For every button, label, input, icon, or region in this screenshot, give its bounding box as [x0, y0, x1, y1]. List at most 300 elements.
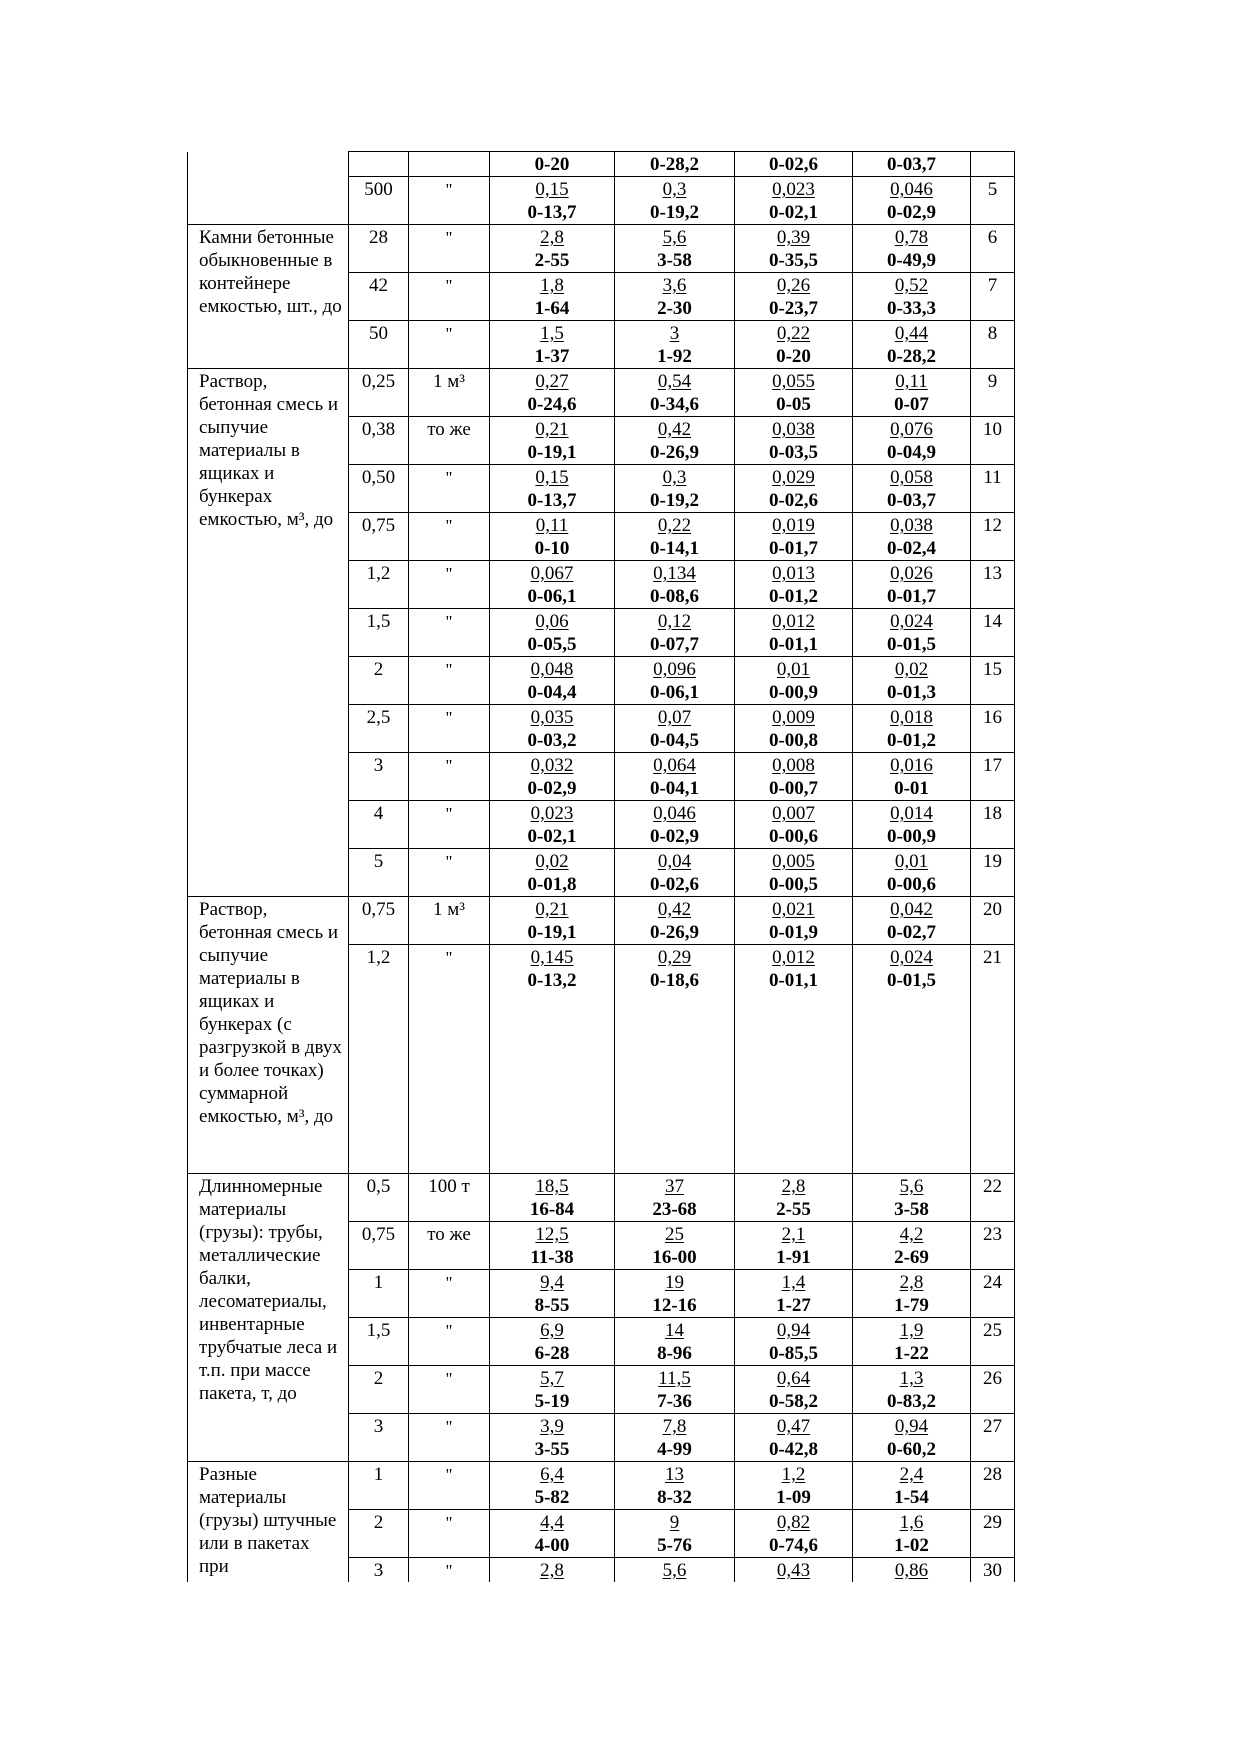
value-cell-1	[490, 1318, 615, 1366]
cost-value: 0-02,7	[886, 922, 937, 943]
value-cell-2	[615, 1222, 735, 1270]
rate-value: 4,4	[540, 1512, 564, 1533]
rate-value: 0,22	[776, 323, 811, 344]
row-number-cell: 14	[971, 609, 1015, 657]
value-cell-2	[615, 465, 735, 513]
rate-value: 0,3	[662, 467, 687, 488]
cost-value: 0-06,1	[527, 586, 577, 607]
cost-value: 0-02,6	[768, 490, 819, 511]
rate-value: 0,058	[890, 467, 933, 488]
value-cell-1	[490, 849, 615, 897]
row-number-cell: 18	[971, 801, 1015, 849]
rate-value: 1,9	[899, 1320, 924, 1341]
rate-value: 0,014	[890, 803, 933, 824]
value-cell-2	[615, 177, 735, 225]
unit-cell: то же	[409, 417, 490, 465]
cost-value: 0-19,1	[527, 442, 577, 463]
cost-value: 0-23,7	[768, 298, 819, 319]
cost-value: 8-96	[657, 1343, 692, 1364]
unit-cell: "	[409, 1318, 490, 1366]
row-number-cell: 7	[971, 273, 1015, 321]
cost-value: 0-13,2	[527, 970, 577, 991]
rate-value: 0,11	[535, 515, 569, 536]
cost-value: 0-02,1	[768, 202, 819, 223]
cost-value: 0-74,6	[768, 1535, 819, 1556]
unit-cell: 1 м³	[409, 369, 490, 417]
rate-value: 0,01	[776, 659, 811, 680]
cost-value: 0-07	[894, 394, 929, 415]
rate-value: 0,024	[890, 611, 933, 632]
value-cell-2	[615, 945, 735, 1174]
cost-value: 0-00,9	[768, 682, 819, 703]
row-number-cell: 22	[971, 1174, 1015, 1222]
value-cell-1	[490, 465, 615, 513]
value-cell-2	[615, 801, 735, 849]
capacity-cell: 5	[349, 849, 409, 897]
cost-value: 0-01,5	[886, 634, 937, 655]
row-number-cell: 25	[971, 1318, 1015, 1366]
value-cell-4	[853, 369, 971, 417]
rate-value: 0,54	[657, 371, 692, 392]
rate-value: 0,78	[894, 227, 929, 248]
unit-cell: "	[409, 177, 490, 225]
rate-value: 1,3	[899, 1368, 924, 1389]
rate-value: 0,005	[772, 851, 815, 872]
capacity-cell: 0,75	[349, 1222, 409, 1270]
rate-value: 37	[665, 1176, 684, 1197]
value-cell-1	[490, 417, 615, 465]
cost-value: 0-14,1	[649, 538, 700, 559]
rate-value: 9,4	[540, 1272, 564, 1293]
rate-value: 6,4	[540, 1464, 564, 1485]
cost-value: 0-10	[534, 538, 570, 559]
rate-value: 0,02	[894, 659, 929, 680]
cost-value: 0-02,4	[886, 538, 937, 559]
unit-cell: "	[409, 1270, 490, 1318]
value-cell-3	[735, 513, 853, 561]
cost-value: 0-60,2	[886, 1439, 937, 1460]
cost-value: 0-00,9	[886, 826, 937, 847]
value-cell-1	[490, 561, 615, 609]
cost-value: 1-09	[776, 1487, 811, 1508]
rate-value: 0,06	[535, 611, 569, 632]
row-number-cell: 23	[971, 1222, 1015, 1270]
material-group-cell	[188, 152, 349, 225]
cost-value: 2-55	[534, 250, 570, 271]
rate-value: 0,42	[657, 419, 692, 440]
rate-value: 0,02	[535, 851, 569, 872]
cost-value: 0-00,6	[886, 874, 937, 895]
value-cell-4	[853, 273, 971, 321]
cost-value: 0-01,5	[886, 970, 937, 991]
cost-value: 0-19,2	[649, 202, 700, 223]
table-row	[188, 897, 1015, 945]
value-cell-4	[853, 1270, 971, 1318]
value-cell-3	[735, 945, 853, 1174]
value-cell-4	[853, 1558, 971, 1583]
rate-value: 0,067	[530, 563, 574, 584]
rate-value: 0,008	[772, 755, 815, 776]
value-cell-3	[735, 1510, 853, 1558]
value-cell-1	[490, 945, 615, 1174]
cost-value: 0-01,7	[768, 538, 819, 559]
cost-value: 1-64	[534, 298, 570, 319]
value-cell-3	[735, 849, 853, 897]
cost-value: 2-69	[894, 1247, 929, 1268]
capacity-cell: 500	[349, 177, 409, 225]
value-cell-1	[490, 705, 615, 753]
cost-value: 0-42,8	[768, 1439, 819, 1460]
value-cell-3	[735, 369, 853, 417]
cost-value: 0-02,6	[649, 874, 700, 895]
rate-value: 0,134	[653, 563, 696, 584]
rate-value: 25	[665, 1224, 684, 1245]
value-cell-2	[615, 1174, 735, 1222]
value-cell-1	[490, 1510, 615, 1558]
rate-value: 0,024	[890, 947, 933, 968]
capacity-cell: 0,38	[349, 417, 409, 465]
capacity-cell: 1,5	[349, 1318, 409, 1366]
cost-value: 0-00,6	[768, 826, 819, 847]
cost-value: 4-00	[534, 1535, 570, 1556]
capacity-cell: 1,2	[349, 561, 409, 609]
unit-cell: то же	[409, 1222, 490, 1270]
value-cell-1	[490, 369, 615, 417]
row-number-cell: 21	[971, 945, 1015, 1174]
value-cell-2	[615, 609, 735, 657]
value-cell-2	[615, 369, 735, 417]
cost-value: 0-13,7	[527, 490, 577, 511]
cost-value: 5-19	[534, 1391, 570, 1412]
unit-cell: "	[409, 945, 490, 1174]
value-cell-4	[853, 561, 971, 609]
value-cell-4	[853, 1510, 971, 1558]
value-cell-2	[615, 1510, 735, 1558]
capacity-cell: 0,25	[349, 369, 409, 417]
cost-value: 0-49,9	[886, 250, 937, 271]
rate-value: 5,6	[662, 227, 687, 248]
material-group-cell: Раствор, бетонная смесь и сыпучие материалы в ящиках и бункерах (с разгрузкой в двух и более точках) суммарной емкостью, м³, до	[188, 897, 349, 1174]
material-group-cell: Длинномерные материалы (грузы): трубы, металлические балки, лесоматериалы, инвентарные трубчатые леса и т.п. при массе пакета, т, до	[188, 1174, 349, 1462]
rate-value: 0,035	[530, 707, 574, 728]
value-cell-1	[490, 177, 615, 225]
rate-value: 5,7	[540, 1368, 564, 1389]
rate-value: 0,046	[653, 803, 696, 824]
row-number-cell: 10	[971, 417, 1015, 465]
value-cell-1	[490, 152, 615, 177]
unit-cell: "	[409, 801, 490, 849]
cost-value: 0-04,1	[649, 778, 700, 799]
cost-value: 0-34,6	[649, 394, 700, 415]
capacity-cell: 2	[349, 657, 409, 705]
table-row	[188, 152, 1015, 177]
cost-value: 0-03,5	[768, 442, 819, 463]
value-cell-2	[615, 897, 735, 945]
row-number-cell: 27	[971, 1414, 1015, 1462]
value-cell-4	[853, 152, 971, 177]
cost-value: 3-58	[894, 1199, 929, 1220]
cost-value: 7-36	[657, 1391, 692, 1412]
rate-value: 1,2	[781, 1464, 806, 1485]
rate-value: 1,8	[540, 275, 564, 296]
cost-value: 1-92	[657, 346, 692, 367]
rate-value: 0,22	[657, 515, 692, 536]
capacity-cell: 50	[349, 321, 409, 369]
rate-value: 0,096	[653, 659, 696, 680]
row-number-cell: 30	[971, 1558, 1015, 1583]
cost-value: 0-33,3	[886, 298, 937, 319]
cost-value: 0-19,1	[527, 922, 577, 943]
rate-value: 0,038	[772, 419, 815, 440]
capacity-cell: 1,5	[349, 609, 409, 657]
rate-value: 0,021	[772, 899, 815, 920]
rate-value: 0,012	[772, 611, 815, 632]
rate-value: 0,42	[657, 899, 692, 920]
cost-value: 8-32	[657, 1487, 692, 1508]
value-cell-1	[490, 897, 615, 945]
value-cell-2	[615, 513, 735, 561]
row-number-cell: 13	[971, 561, 1015, 609]
rate-value: 0,019	[772, 515, 815, 536]
cost-value: 6-28	[534, 1343, 570, 1364]
rate-value: 0,042	[890, 899, 933, 920]
row-number-cell: 17	[971, 753, 1015, 801]
value-cell-3	[735, 753, 853, 801]
rate-value: 0,023	[772, 179, 815, 200]
rate-value: 0,01	[894, 851, 929, 872]
value-cell-3	[735, 177, 853, 225]
cost-value: 0-13,7	[527, 202, 577, 223]
cost-value: 3-58	[657, 250, 692, 271]
cost-value: 0-18,6	[649, 970, 700, 991]
unit-cell: "	[409, 657, 490, 705]
value-cell-2	[615, 1366, 735, 1414]
rate-value: 0,27	[535, 371, 569, 392]
cost-value: 1-54	[894, 1487, 929, 1508]
value-cell-4	[853, 753, 971, 801]
capacity-cell: 0,75	[349, 513, 409, 561]
capacity-cell: 4	[349, 801, 409, 849]
value-cell-1	[490, 609, 615, 657]
cost-value: 0-05,5	[527, 634, 577, 655]
rate-value: 2,8	[540, 227, 564, 248]
rate-value: 9	[669, 1512, 680, 1533]
value-cell-4	[853, 1174, 971, 1222]
value-cell-3	[735, 1174, 853, 1222]
cost-value: 1-91	[776, 1247, 811, 1268]
capacity-cell: 2	[349, 1366, 409, 1414]
rate-value: 1,4	[781, 1272, 806, 1293]
cost-value: 0-01,8	[527, 874, 577, 895]
row-number-cell: 12	[971, 513, 1015, 561]
rate-value: 1,6	[899, 1512, 924, 1533]
cost-value: 4-99	[657, 1439, 692, 1460]
cost-value: 0-02,9	[649, 826, 700, 847]
rate-value: 0,3	[662, 179, 687, 200]
rate-value: 0,055	[772, 371, 815, 392]
row-number-cell: 28	[971, 1462, 1015, 1510]
unit-cell: "	[409, 273, 490, 321]
cost-value: 0-00,7	[768, 778, 819, 799]
value-cell-3	[735, 152, 853, 177]
cost-value: 0-26,9	[649, 922, 700, 943]
cost-value: 0-06,1	[649, 682, 700, 703]
material-group-cell: Разные материалы (грузы) штучные или в пакетах при	[188, 1462, 349, 1583]
cost-value: 0-58,2	[768, 1391, 819, 1412]
rate-value: 2,8	[899, 1272, 924, 1293]
value-cell-2	[615, 273, 735, 321]
value-cell-3	[735, 561, 853, 609]
cost-value: 3-55	[534, 1439, 570, 1460]
value-cell-2	[615, 417, 735, 465]
cost-value: 0-07,7	[649, 634, 700, 655]
value-cell-4	[853, 609, 971, 657]
rate-value: 0,026	[890, 563, 933, 584]
rate-value: 7,8	[662, 1416, 687, 1437]
unit-cell: "	[409, 753, 490, 801]
capacity-cell: 1	[349, 1270, 409, 1318]
cost-value: 0-01,1	[768, 634, 819, 655]
cost-value: 0-02,9	[527, 778, 577, 799]
cost-value: 1-02	[894, 1535, 929, 1556]
rate-value: 0,86	[894, 1560, 929, 1581]
unit-cell: "	[409, 1462, 490, 1510]
value-cell-1	[490, 657, 615, 705]
value-cell-3	[735, 1318, 853, 1366]
value-cell-2	[615, 705, 735, 753]
value-cell-4	[853, 801, 971, 849]
cost-value: 16-84	[529, 1199, 575, 1220]
rate-value: 0,046	[890, 179, 933, 200]
value-cell-1	[490, 513, 615, 561]
rate-value: 0,018	[890, 707, 933, 728]
value-cell-3	[735, 1414, 853, 1462]
rate-value: 13	[665, 1464, 684, 1485]
cost-value: 1-37	[534, 346, 570, 367]
value-cell-3	[735, 1270, 853, 1318]
cost-value: 0-05	[776, 394, 811, 415]
row-number-cell: 6	[971, 225, 1015, 273]
rate-value: 0,029	[772, 467, 815, 488]
rate-value: 0,15	[535, 467, 569, 488]
value-cell-3	[735, 657, 853, 705]
value-cell-2	[615, 1270, 735, 1318]
unit-cell: "	[409, 465, 490, 513]
rate-value: 0,07	[657, 707, 692, 728]
cost-value: 0-01,2	[768, 586, 819, 607]
rate-value: 2,8	[540, 1560, 564, 1581]
row-number-cell: 16	[971, 705, 1015, 753]
capacity-cell: 2,5	[349, 705, 409, 753]
material-group-cell: Камни бетонные обыкновенные в контейнере емкостью, шт., до	[188, 225, 349, 369]
rate-value: 0,064	[653, 755, 696, 776]
capacity-cell: 1	[349, 1462, 409, 1510]
cost-value: 0-04,5	[649, 730, 700, 751]
cost-value: 0-03,2	[527, 730, 577, 751]
cost-value: 0-03,7	[886, 490, 937, 511]
row-number-cell: 11	[971, 465, 1015, 513]
value-cell-2	[615, 1414, 735, 1462]
cost-value: 5-82	[534, 1487, 570, 1508]
value-cell-3	[735, 1462, 853, 1510]
value-cell-1	[490, 1414, 615, 1462]
value-cell-3	[735, 321, 853, 369]
cost-value: 0-24,6	[527, 394, 577, 415]
cost-value: 23-68	[652, 1199, 697, 1220]
table-row	[188, 225, 1015, 273]
cost-value: 2-55	[776, 1199, 811, 1220]
rate-value: 0,44	[894, 323, 929, 344]
rate-value: 0,47	[776, 1416, 811, 1437]
unit-cell: "	[409, 1366, 490, 1414]
unit-cell: "	[409, 705, 490, 753]
row-number-cell: 15	[971, 657, 1015, 705]
capacity-cell: 0,50	[349, 465, 409, 513]
rate-value: 0,43	[776, 1560, 811, 1581]
cost-value: 0-01,3	[886, 682, 937, 703]
rate-value: 2,8	[781, 1176, 806, 1197]
rate-value: 1,5	[540, 323, 564, 344]
cost-value: 0-20	[776, 346, 811, 367]
value-cell-1	[490, 1174, 615, 1222]
cost-value: 0-83,2	[886, 1391, 937, 1412]
unit-cell: "	[409, 1510, 490, 1558]
row-number-cell: 29	[971, 1510, 1015, 1558]
rate-value: 0,39	[776, 227, 811, 248]
rate-value: 5,6	[662, 1560, 687, 1581]
rate-value: 3,6	[662, 275, 687, 296]
cost-value: 0-01,1	[768, 970, 819, 991]
rate-value: 19	[665, 1272, 684, 1293]
cost-value: 0-26,9	[649, 442, 700, 463]
value-cell-2	[615, 152, 735, 177]
unit-cell: "	[409, 513, 490, 561]
value-cell-3	[735, 1366, 853, 1414]
row-number-cell	[971, 152, 1015, 177]
rate-value: 11,5	[658, 1368, 691, 1389]
cost-value: 0-04,4	[527, 682, 577, 703]
value-cell-4	[853, 945, 971, 1174]
rate-value: 0,94	[894, 1416, 929, 1437]
value-cell-3	[735, 609, 853, 657]
value-cell-4	[853, 417, 971, 465]
rate-value: 0,038	[890, 515, 933, 536]
cost-value: 0-02,9	[886, 202, 937, 223]
row-number-cell: 24	[971, 1270, 1015, 1318]
cost-value: 1-79	[894, 1295, 929, 1316]
rate-value: 0,076	[890, 419, 933, 440]
cost-value: 16-00	[652, 1247, 697, 1268]
value-cell-2	[615, 1462, 735, 1510]
value-cell-4	[853, 465, 971, 513]
value-cell-4	[853, 849, 971, 897]
capacity-cell: 0,75	[349, 897, 409, 945]
rate-value: 0,94	[776, 1320, 811, 1341]
cost-value: 0-01,7	[886, 586, 937, 607]
rate-value: 5,6	[899, 1176, 924, 1197]
value-cell-3	[735, 417, 853, 465]
cost-value: 1-27	[776, 1295, 811, 1316]
rate-value: 0,023	[530, 803, 574, 824]
unit-cell: 100 т	[409, 1174, 490, 1222]
value-cell-3	[735, 705, 853, 753]
value-cell-4	[853, 705, 971, 753]
value-cell-4	[853, 225, 971, 273]
cost-value: 0-85,5	[768, 1343, 819, 1364]
capacity-cell: 0,5	[349, 1174, 409, 1222]
value-cell-3	[735, 465, 853, 513]
rate-value: 0,009	[772, 707, 815, 728]
